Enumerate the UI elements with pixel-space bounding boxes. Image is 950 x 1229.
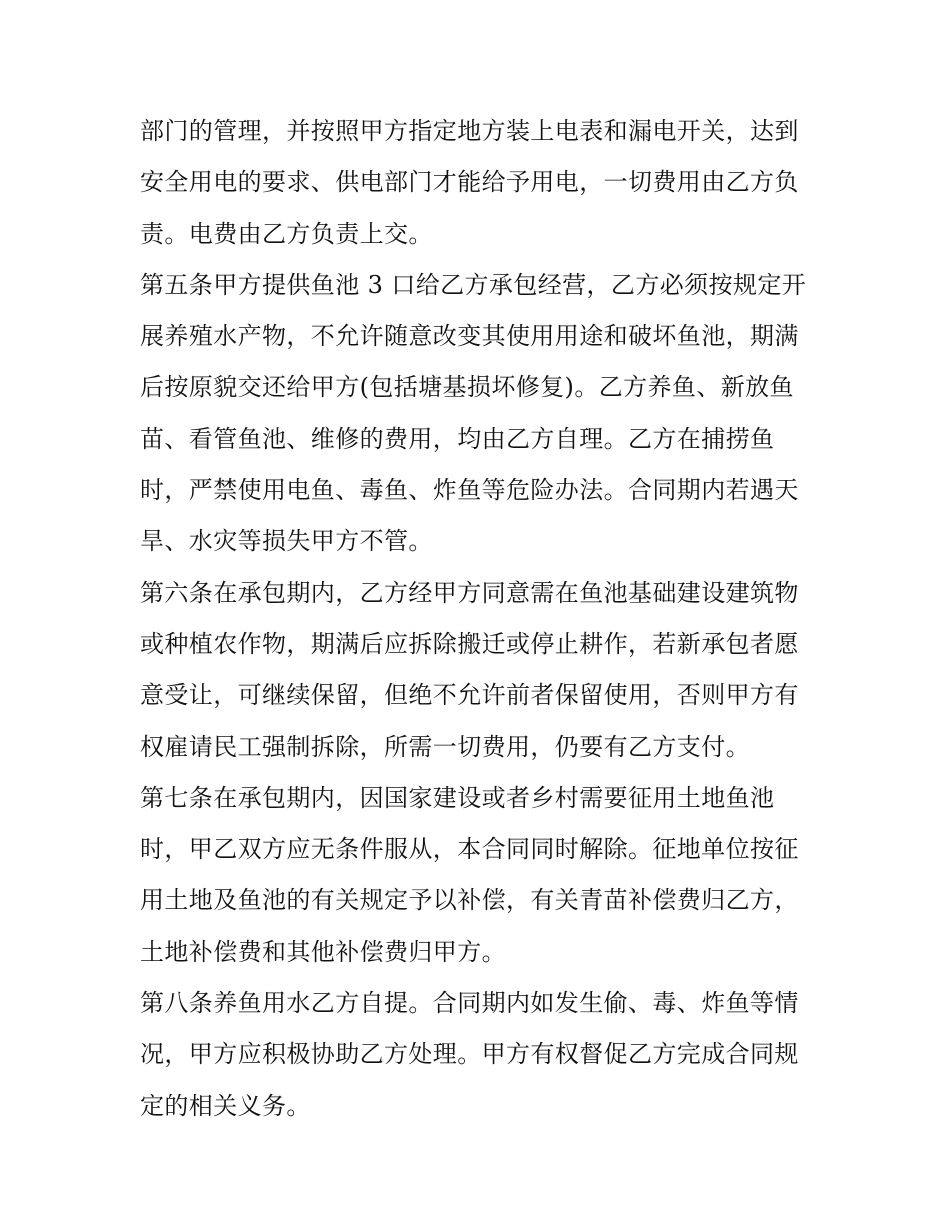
paragraph-continuation: 部门的管理，并按照甲方指定地方装上电表和漏电开关，达到 安全用电的要求、供电部门才能给予用电，一切费用由乙方负 责。电费由乙方负责上交。 — [140, 117, 799, 248]
paragraph-article-5: 第五条甲方提供鱼池 3 口给乙方承包经营，乙方必须按规定开 展养殖水产物，不允许随意改变其使用用途和破坏鱼池，期满 后按原貌交还给甲方(包括塘基损坏修复)。乙方养鱼、新放鱼 苗、看管鱼池、维修的费用，均由乙方自理。乙方在捕捞鱼 时，严禁使用电鱼、毒鱼、炸鱼等危险办法。合同期内若遇天 旱、水灾等损失甲方不管。 — [140, 270, 807, 556]
paragraph-article-8: 第八条养鱼用水乙方自提。合同期内如发生偷、毒、炸鱼等情 况，甲方应积极协助乙方处理。甲方有权督促乙方完成合同规 定的相关义务。 — [140, 989, 799, 1120]
document-body — [140, 106, 812, 1132]
paragraph-article-7: 第七条在承包期内，因国家建设或者乡村需要征用土地鱼池 时，甲乙双方应无条件服从，本合同同时解除。征地单位按征 用土地及鱼池的有关规定予以补偿，有关青苗补偿费归乙方， 土地补偿费和其他补偿费归甲方。 — [140, 783, 799, 966]
paragraph-article-6: 第六条在承包期内，乙方经甲方同意需在鱼池基础建设建筑物 或种植农作物，期满后应拆除搬迁或停止耕作，若新承包者愿 意受让，可继续保留，但绝不允许前者保留使用，否则甲方有 权雇请民工强制拆除，所需一切费用，仍要有乙方支付。 — [140, 578, 799, 761]
